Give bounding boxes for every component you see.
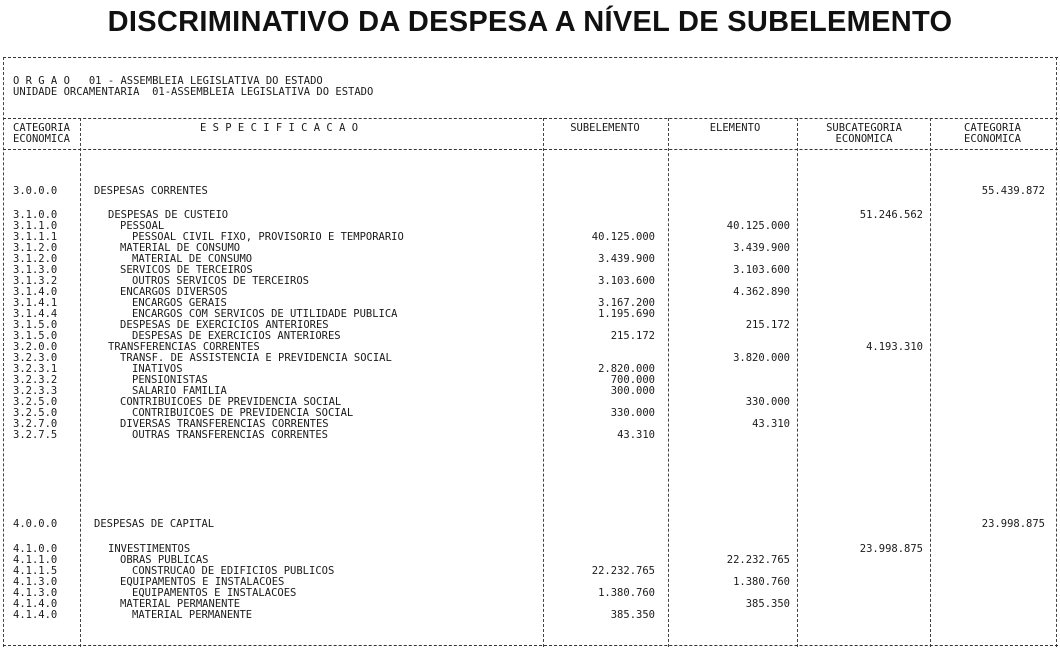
row-especificacao: TRANSFERENCIAS CORRENTES — [108, 341, 260, 353]
row-code: 3.2.0.0 — [13, 341, 58, 353]
header-categoria-line2: ECONOMICA — [13, 133, 70, 145]
row-especificacao: ENCARGOS DIVERSOS — [120, 286, 228, 298]
row-subelemento-value: 330.000 — [610, 407, 655, 419]
row-code: 4.0.0.0 — [13, 518, 58, 530]
header-subcategoria-line2: ECONOMICA — [835, 133, 893, 145]
row-categoria-value: 55.439.872 — [981, 185, 1045, 197]
header-subelemento: SUBELEMENTO — [570, 122, 640, 134]
row-subcategoria-value: 51.246.562 — [859, 209, 923, 221]
row-code: 4.1.1.5 — [13, 565, 58, 577]
row-especificacao: CONTRIBUICOES DE PREVIDENCIA SOCIAL — [120, 396, 342, 408]
row-code: 3.1.1.0 — [13, 220, 58, 232]
row-especificacao: DESPESAS CORRENTES — [94, 185, 208, 197]
row-especificacao: PESSOAL — [120, 220, 165, 232]
row-especificacao: DESPESAS DE CAPITAL — [94, 518, 215, 530]
row-especificacao: EQUIPAMENTOS E INSTALACOES — [132, 587, 297, 599]
row-subelemento-value: 40.125.000 — [591, 231, 655, 243]
row-code: 4.1.3.0 — [13, 576, 58, 588]
row-subelemento-value: 385.350 — [610, 609, 655, 621]
row-especificacao: DESPESAS DE CUSTEIO — [108, 209, 229, 221]
row-especificacao: ENCARGOS COM SERVICOS DE UTILIDADE PUBLICA — [132, 308, 398, 320]
frame-bottom-rule — [3, 645, 1058, 646]
row-elemento-value: 3.103.600 — [733, 264, 790, 276]
row-subelemento-value: 22.232.765 — [591, 565, 655, 577]
table-row — [0, 610, 1060, 621]
row-code: 3.2.3.1 — [13, 363, 58, 375]
header-bottom-rule — [3, 149, 1058, 150]
row-code: 3.1.2.0 — [13, 242, 58, 254]
row-subelemento-value: 3.439.900 — [598, 253, 655, 265]
row-subelemento-value: 215.172 — [610, 330, 655, 342]
row-code: 3.1.2.0 — [13, 253, 58, 265]
table-row — [0, 186, 1060, 197]
header-categoria-econ-line2: ECONOMICA — [964, 133, 1021, 145]
row-code: 3.1.4.4 — [13, 308, 58, 320]
row-elemento-value: 1.380.760 — [733, 576, 790, 588]
row-elemento-value: 43.310 — [752, 418, 790, 430]
row-code: 3.2.7.0 — [13, 418, 58, 430]
row-code: 4.1.4.0 — [13, 598, 58, 610]
row-elemento-value: 22.232.765 — [726, 554, 790, 566]
row-code: 4.1.3.0 — [13, 587, 58, 599]
header-elemento: ELEMENTO — [709, 122, 761, 134]
row-code: 3.2.3.2 — [13, 374, 58, 386]
header-categoria-line1: CATEGORIA — [13, 122, 70, 134]
row-especificacao: PESSOAL CIVIL FIXO, PROVISORIO E TEMPORARIO — [132, 231, 404, 243]
document-title: DISCRIMINATIVO DA DESPESA A NÍVEL DE SUBELEMENTO — [107, 6, 953, 38]
row-especificacao: MATERIAL DE CONSUMO — [132, 253, 253, 265]
header-top-rule — [3, 118, 1058, 119]
row-especificacao: ENCARGOS GERAIS — [132, 297, 227, 309]
header-especificacao: E S P E C I F I C A C A O — [200, 122, 359, 134]
row-especificacao: SERVICOS DE TERCEIROS — [120, 264, 253, 276]
row-especificacao: DESPESAS DE EXERCICIOS ANTERIORES — [120, 319, 329, 331]
unidade-line: UNIDADE ORCAMENTARIA 01-ASSEMBLEIA LEGISLATIVA DO ESTADO — [13, 86, 374, 98]
row-subelemento-value: 43.310 — [617, 429, 655, 441]
row-code: 3.2.7.5 — [13, 429, 58, 441]
header-subcategoria-line1: SUBCATEGORIA — [826, 122, 902, 134]
row-elemento-value: 385.350 — [745, 598, 790, 610]
row-code: 3.1.0.0 — [13, 209, 58, 221]
row-code: 3.2.3.3 — [13, 385, 58, 397]
row-especificacao: DESPESAS DE EXERCICIOS ANTERIORES — [132, 330, 341, 342]
row-code: 3.1.3.2 — [13, 275, 58, 287]
row-elemento-value: 215.172 — [745, 319, 790, 331]
row-elemento-value: 4.362.890 — [733, 286, 790, 298]
header-categoria-econ-line1: CATEGORIA — [964, 122, 1021, 134]
frame-top-rule — [3, 57, 1058, 58]
orgao-line: O R G A O 01 - ASSEMBLEIA LEGISLATIVA DO ESTADO — [13, 75, 323, 87]
row-code: 4.1.4.0 — [13, 609, 58, 621]
row-code: 3.1.1.1 — [13, 231, 58, 243]
row-especificacao: CONSTRUCAO DE EDIFICIOS PUBLICOS — [132, 565, 335, 577]
row-categoria-value: 23.998.875 — [981, 518, 1045, 530]
row-especificacao: INATIVOS — [132, 363, 183, 375]
row-subelemento-value: 3.103.600 — [598, 275, 655, 287]
row-especificacao: DIVERSAS TRANSFERENCIAS CORRENTES — [120, 418, 329, 430]
row-especificacao: SALARIO FAMILIA — [132, 385, 227, 397]
row-especificacao: EQUIPAMENTOS E INSTALACOES — [120, 576, 285, 588]
row-especificacao: OUTROS SERVICOS DE TERCEIROS — [132, 275, 310, 287]
table-row — [0, 430, 1060, 441]
row-especificacao: TRANSF. DE ASSISTENCIA E PREVIDENCIA SOCIAL — [120, 352, 392, 364]
row-especificacao: CONTRIBUICOES DE PREVIDENCIA SOCIAL — [132, 407, 354, 419]
row-especificacao: PENSIONISTAS — [132, 374, 208, 386]
row-code: 3.1.5.0 — [13, 319, 58, 331]
row-subcategoria-value: 4.193.310 — [866, 341, 923, 353]
row-elemento-value: 3.820.000 — [733, 352, 790, 364]
row-especificacao: MATERIAL PERMANENTE — [120, 598, 241, 610]
row-especificacao: OUTRAS TRANSFERENCIAS CORRENTES — [132, 429, 328, 441]
row-code: 3.1.4.0 — [13, 286, 58, 298]
row-elemento-value: 3.439.900 — [733, 242, 790, 254]
table-row — [0, 519, 1060, 530]
row-code: 3.2.5.0 — [13, 396, 58, 408]
row-subelemento-value: 1.380.760 — [598, 587, 655, 599]
row-elemento-value: 40.125.000 — [726, 220, 790, 232]
row-subelemento-value: 700.000 — [610, 374, 655, 386]
row-code: 3.1.5.0 — [13, 330, 58, 342]
row-code: 4.1.0.0 — [13, 543, 58, 555]
row-subcategoria-value: 23.998.875 — [859, 543, 923, 555]
row-subelemento-value: 3.167.200 — [598, 297, 655, 309]
row-code: 3.0.0.0 — [13, 185, 58, 197]
row-subelemento-value: 300.000 — [610, 385, 655, 397]
row-code: 4.1.1.0 — [13, 554, 58, 566]
row-code: 3.1.4.1 — [13, 297, 58, 309]
row-especificacao: MATERIAL PERMANENTE — [132, 609, 253, 621]
row-subelemento-value: 1.195.690 — [598, 308, 655, 320]
row-especificacao: OBRAS PUBLICAS — [120, 554, 209, 566]
row-code: 3.2.3.0 — [13, 352, 58, 364]
row-subelemento-value: 2.820.000 — [598, 363, 655, 375]
row-elemento-value: 330.000 — [745, 396, 790, 408]
row-code: 3.2.5.0 — [13, 407, 58, 419]
row-code: 3.1.3.0 — [13, 264, 58, 276]
row-especificacao: INVESTIMENTOS — [108, 543, 191, 555]
row-especificacao: MATERIAL DE CONSUMO — [120, 242, 241, 254]
